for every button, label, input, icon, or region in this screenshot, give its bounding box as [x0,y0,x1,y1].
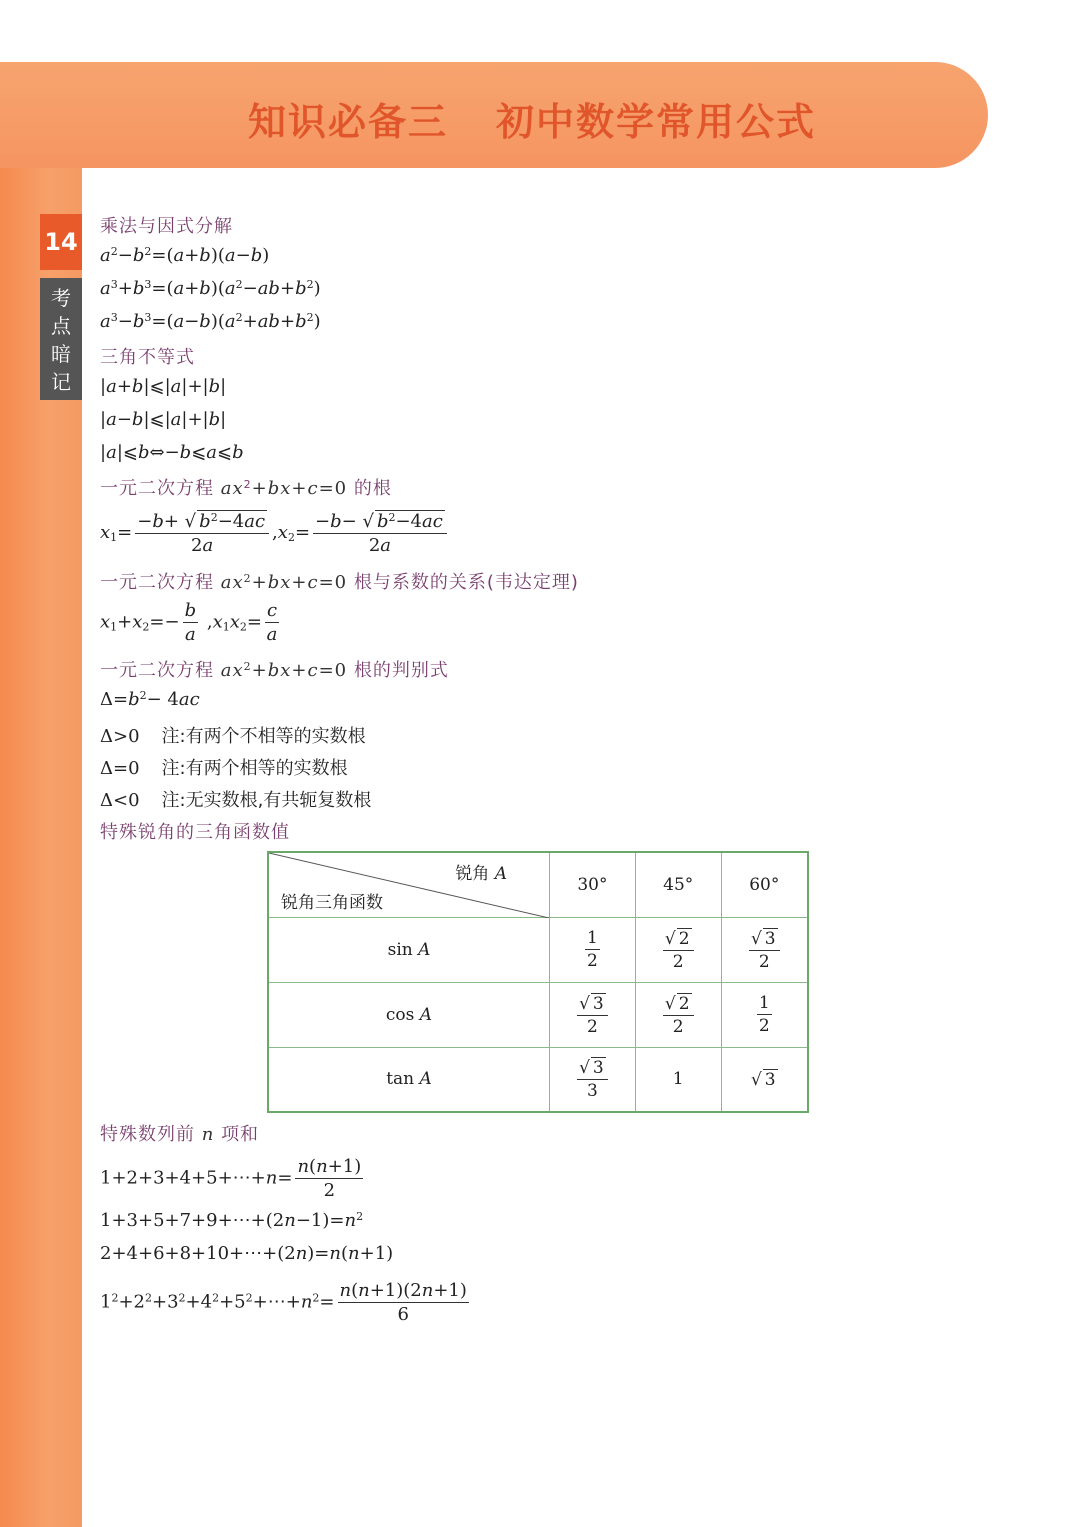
cell-cos-30: $\frac{√ 3}{2}$ [550,982,636,1047]
table-corner-cell [268,852,550,917]
formula-abs-bound: |a|⩽b⇔−b⩽a⩽b [100,442,244,463]
formula-sum-odds: $1+3+5+7+9+\cdots+(2n-1)=n^2$ [100,1210,364,1231]
formula-triangle-2: |a−b|⩽|a|+|b| [100,409,227,430]
table-row [268,982,808,1047]
title-part-1: 知识必备三 [248,100,449,144]
corner-label-angle: 锐角 A [455,864,507,884]
formula-sum-cubes: $a^3+b^3=(a+b)(a^2-ab+b^2)$ [100,278,321,299]
heading-series-pre: 特殊数列前 [100,1124,195,1145]
cell-sin-30: $\frac{1}{2}$ [550,917,636,982]
page-title [248,92,864,152]
row-label-tan-text: tan [386,1069,415,1090]
corner-label-function: 锐角三角函数 [281,892,383,913]
row-label-sin-text: sin [387,939,413,960]
angle-header-45: 45° [635,852,721,917]
section-heading-series: 特殊数列前 n 项和 [100,1124,260,1145]
formula-sum-naturals: 1+2+3+4+5+⋯+n= $\frac{n(n+1)}{2}$ [100,1156,362,1201]
heading-vieta-pre: 一元二次方程 [100,572,214,593]
formula-diff-squares: $a^2-b^2=(a+b)(a-b)$ [100,245,270,266]
cell-cos-60: $\frac{1}{2}$ [721,982,808,1047]
side-tab-char: 点 [51,314,71,338]
row-label-cos: cos A [268,982,550,1047]
cell-tan-30: $\frac{√ 3}{3}$ [550,1047,636,1112]
row-label-tan: tan A [268,1047,550,1112]
section-heading-discriminant: 一元二次方程 $ax^2+bx+c=0$ 根的判别式 [100,660,449,681]
cell-sin-45: $\frac{√ 2}{2}$ [635,917,721,982]
section-heading-triangle-ineq: 三角不等式 [100,347,195,368]
formula-diff-cubes: $a^3-b^3=(a-b)(a^2+ab+b^2)$ [100,311,321,332]
table-row [268,1047,808,1112]
formula-sum-evens: 2+4+6+8+10+⋯+(2n)=n(n+1) [100,1243,394,1264]
corner-angle-text: 锐角 [455,864,490,884]
side-tab [40,278,82,400]
discriminant-positive: Δ>0 注:有两个不相等的实数根 [100,726,366,747]
cell-sin-60: $\frac{√ 3}{2}$ [721,917,808,982]
formula-quadratic-roots: $x_1=$ $\frac{-b+ √ b^2-4ac}{2a}$ $,x_2=$ $\frac{-b- √ b^2-4ac}{2a}$ [100,510,450,556]
heading-disc-pre: 一元二次方程 [100,660,214,681]
row-label-sin: sin A [268,917,550,982]
trig-values-table [267,851,809,1113]
cell-tan-45: 1 [635,1047,721,1112]
table-header-row [268,852,808,917]
section-heading-vieta: 一元二次方程 $ax^2+bx+c=0$ 根与系数的关系(韦达定理) [100,572,579,593]
section-heading-trig: 特殊锐角的三角函数值 [100,822,290,843]
formula-sum-squares: $1^2+2^2+3^2+4^2+5^2+\cdots+n^2=$ $\frac{n(n+1)(2n+1)}{6}$ [100,1280,467,1325]
cell-tan-60: √ 3 [721,1047,808,1112]
formula-discriminant: $\Delta=b^2- 4ac$ [100,689,200,710]
note-positive: 注:有两个不相等的实数根 [161,726,366,747]
discriminant-zero: Δ=0 注:有两个相等的实数根 [100,758,348,779]
side-tab-char: 考 [51,286,71,310]
formula-triangle-1: |a+b|⩽|a|+|b| [100,376,227,397]
cell-cos-45: $\frac{√ 2}{2}$ [635,982,721,1047]
note-zero: 注:有两个相等的实数根 [161,758,348,779]
section-heading-factor: 乘法与因式分解 [100,216,233,237]
side-tab-char: 暗 [51,342,71,366]
row-label-cos-text: cos [385,1004,415,1025]
title-part-2: 初中数学常用公式 [496,100,817,144]
table-row [268,917,808,982]
angle-header-30: 30° [550,852,636,917]
heading-roots-post: 的根 [353,478,392,499]
page-number: 14 [40,214,82,270]
note-negative: 注:无实数根,有共轭复数根 [161,790,372,811]
heading-roots-pre: 一元二次方程 [100,478,214,499]
side-tab-char: 记 [51,370,71,394]
discriminant-negative: Δ<0 注:无实数根,有共轭复数根 [100,790,372,811]
heading-vieta-post: 根与系数的关系(韦达定理) [353,572,579,593]
heading-disc-post: 根的判别式 [353,660,449,681]
angle-header-60: 60° [721,852,808,917]
formula-vieta: $x_1+x_2=-$ $\frac{b}{a}$ $,x_1x_2=$ $\frac{c}{a}$ [100,600,278,645]
heading-series-post: 项和 [221,1124,260,1145]
section-heading-roots: 一元二次方程 $ax^2+bx+c=0$ 的根 [100,478,392,499]
